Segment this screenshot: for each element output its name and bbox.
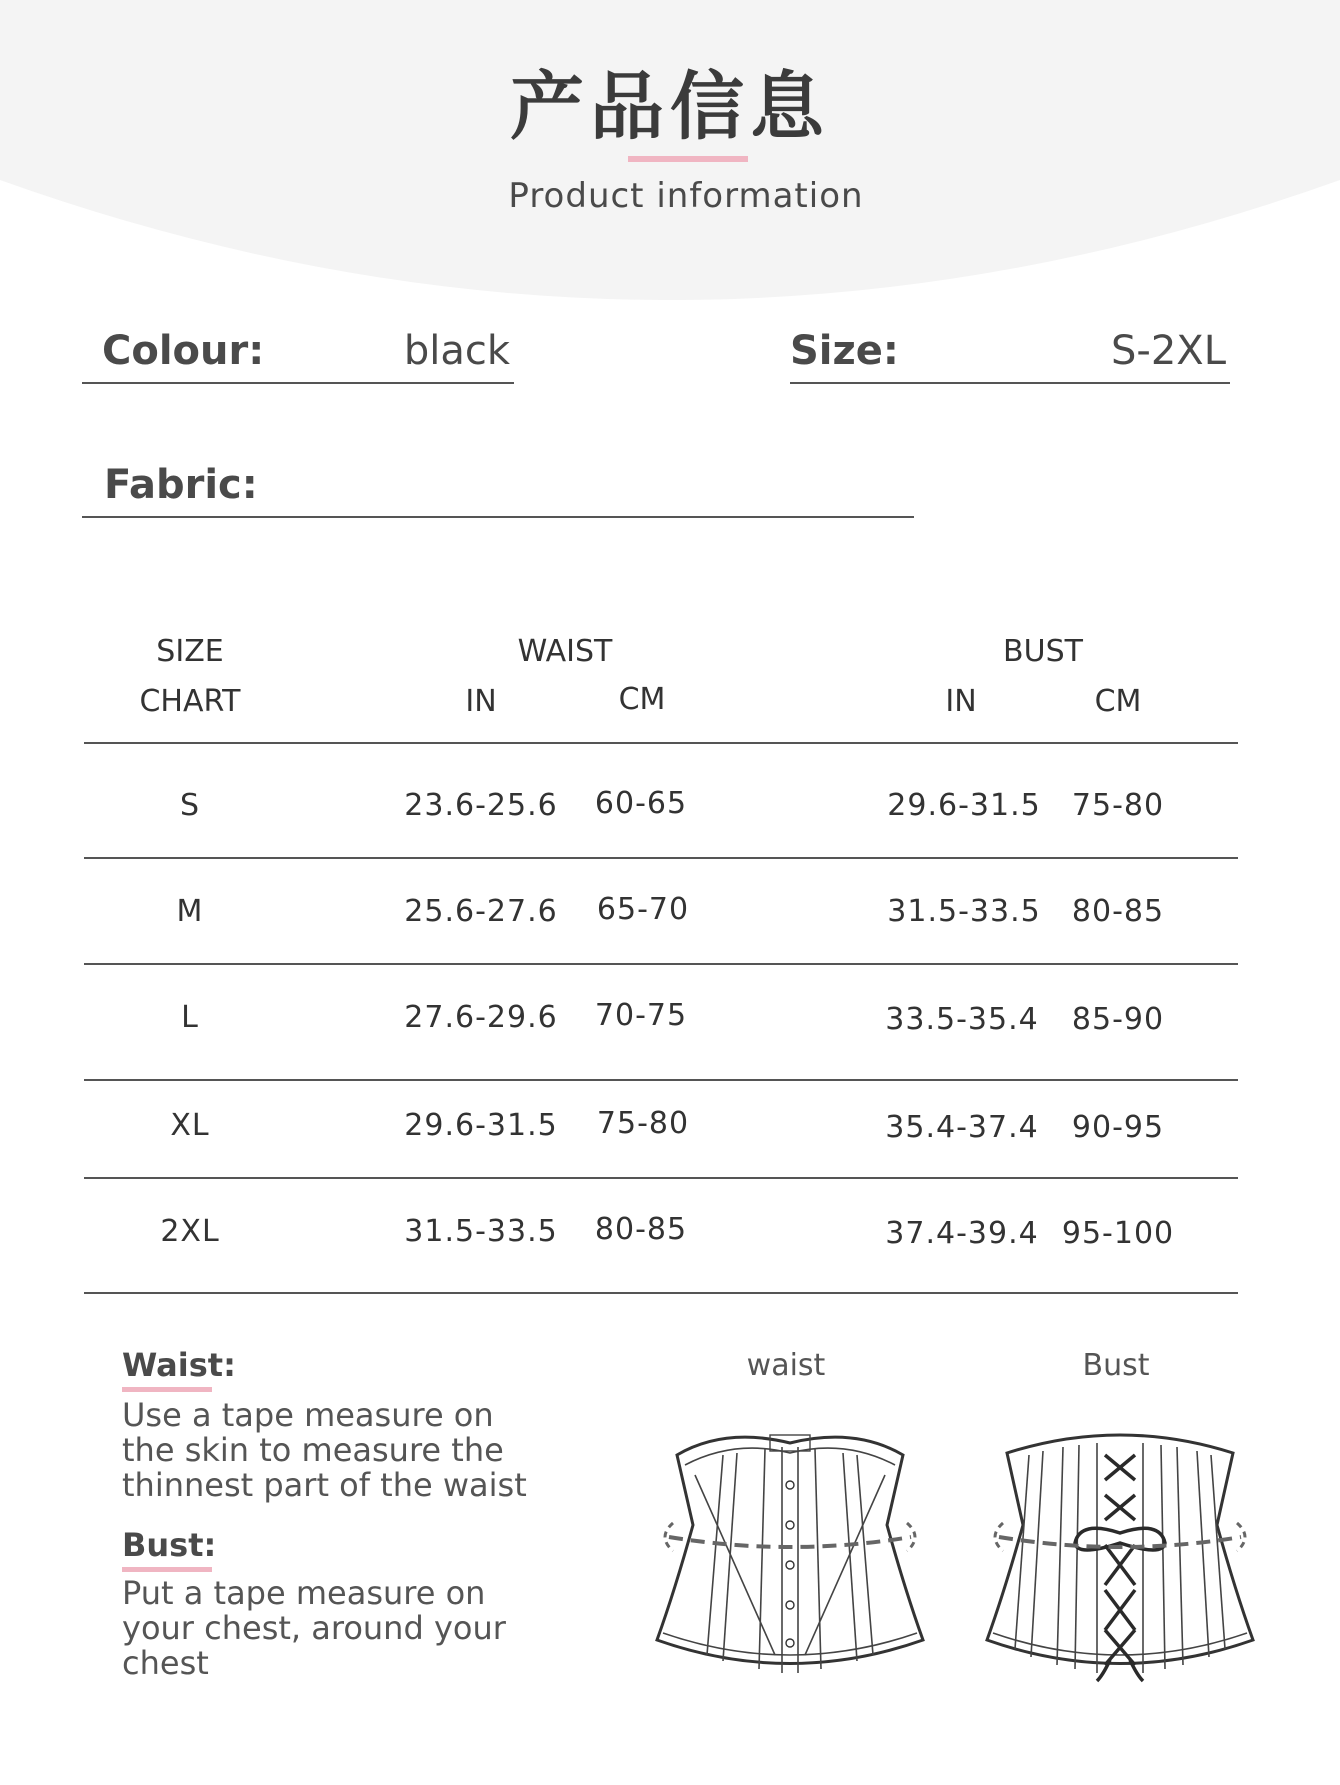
table-divider [84,857,1238,859]
waist-cm-cell: 75-80 [596,1106,690,1141]
header-size: SIZE [156,634,224,669]
size-value: S-2XL [1111,328,1226,374]
waist-in-cell: 31.5-33.5 [404,1214,558,1249]
bust-in-cell: 35.4-37.4 [885,1110,1039,1145]
bust-cm-cell: 95-100 [1061,1216,1175,1251]
header-bust-in: IN [945,684,977,719]
colour-value: black [403,328,510,374]
size-label: Size: [790,328,899,374]
corset-back-illustration [985,1425,1255,1685]
table-divider [84,742,1238,744]
page-title-cn: 产品信息 [510,64,830,150]
size-cell: 2XL [160,1214,220,1249]
size-cell: M [176,894,204,929]
corset-front-illustration [655,1425,925,1685]
header-chart: CHART [139,684,241,719]
bust-in-cell: 29.6-31.5 [887,788,1041,823]
colour-label: Colour: [102,328,265,374]
bust-in-cell: 31.5-33.5 [887,894,1041,929]
bust-cm-cell: 75-80 [1071,788,1165,823]
header-bust: BUST [1003,634,1083,669]
waist-in-cell: 29.6-31.5 [404,1108,558,1143]
waist-in-cell: 27.6-29.6 [404,1000,558,1035]
header-bust-cm: CM [1094,684,1142,719]
table-divider [84,1292,1238,1294]
fabric-label: Fabric: [104,462,258,508]
bust-cm-cell: 80-85 [1071,894,1165,929]
table-divider [84,963,1238,965]
bust-cm-cell: 90-95 [1071,1110,1165,1145]
header-waist-in: IN [465,684,497,719]
bust-cm-cell: 85-90 [1071,1002,1165,1037]
size-field [790,300,1230,384]
table-divider [84,1177,1238,1179]
fabric-field [82,430,914,518]
header-waist-cm: CM [618,682,666,717]
waist-cm-cell: 80-85 [594,1212,688,1247]
table-divider [84,1079,1238,1081]
waist-cm-cell: 60-65 [594,786,688,821]
colour-field [82,300,514,384]
size-cell: S [179,788,201,823]
front-figure-caption: waist [746,1348,826,1383]
waist-in-cell: 25.6-27.6 [404,894,558,929]
bust-in-cell: 33.5-35.4 [885,1002,1039,1037]
bust-note-label: Bust: [122,1526,217,1564]
waist-note-text: Use a tape measure on the skin to measure the thinnest part of the waist [122,1396,527,1504]
bust-note-underline [122,1567,212,1572]
size-cell: L [181,1000,199,1035]
waist-note-label: Waist: [122,1346,236,1384]
title-accent-bar [628,156,748,162]
waist-note-underline [122,1387,212,1392]
bust-note-text: Put a tape measure on your chest, around your chest [122,1574,506,1682]
waist-cm-cell: 70-75 [594,998,688,1033]
size-cell: XL [170,1108,210,1143]
bust-in-cell: 37.4-39.4 [885,1216,1039,1251]
waist-in-cell: 23.6-25.6 [404,788,558,823]
waist-cm-cell: 65-70 [596,892,690,927]
back-figure-caption: Bust [1082,1348,1150,1383]
page-title-en: Product information [508,176,864,216]
header-waist: WAIST [517,634,613,669]
